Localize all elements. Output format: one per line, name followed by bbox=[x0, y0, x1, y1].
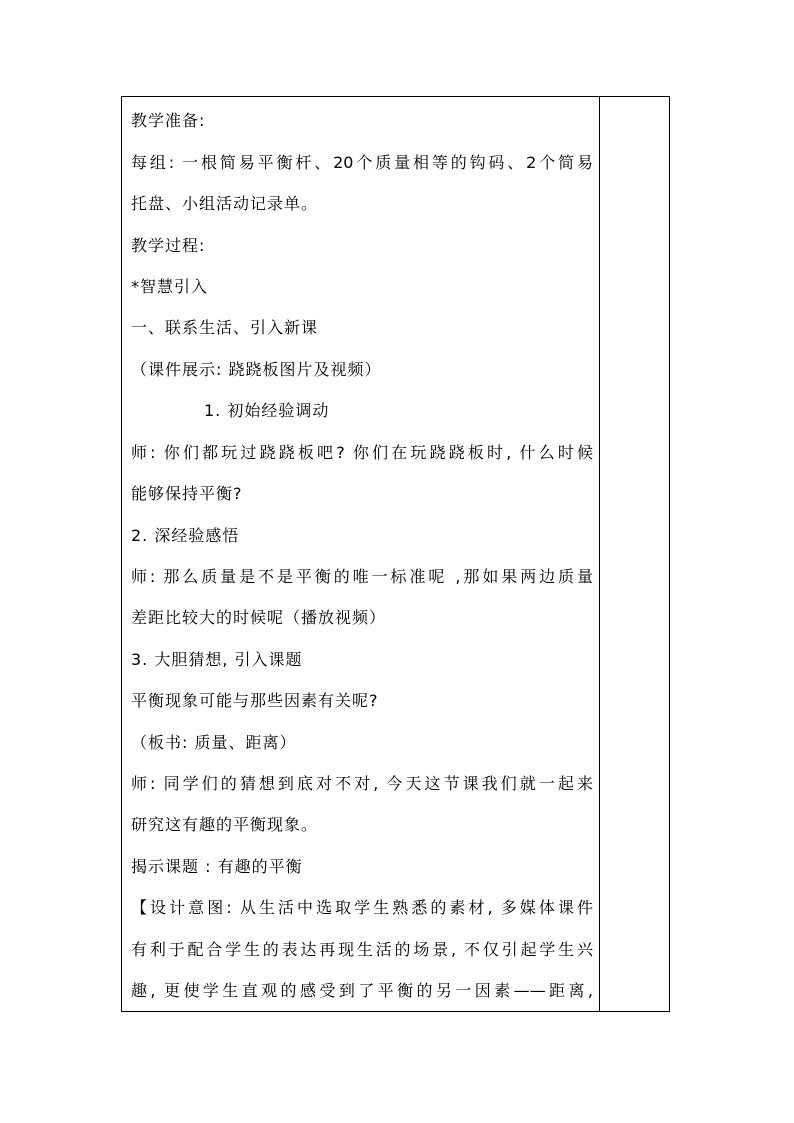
paragraph-line: 研究这有趣的平衡现象。 bbox=[131, 815, 319, 834]
paragraph-line: 托盘、小组活动记录单。 bbox=[131, 194, 319, 213]
paragraph-line: 差距比较大的时候呢（播放视频） bbox=[131, 608, 387, 627]
paragraph-line: 师: 同学们的猜想到底对不对, 今天这节课我们就一起来 bbox=[131, 774, 593, 793]
section-title: *智慧引入 bbox=[131, 277, 209, 296]
step-title: 1. 初始经验调动 bbox=[204, 401, 330, 420]
paragraph-line: （课件展示: 跷跷板图片及视频） bbox=[131, 360, 382, 379]
section-title: 一、联系生活、引入新课 bbox=[131, 318, 319, 337]
heading-process: 教学过程: bbox=[131, 236, 206, 255]
paragraph-line: 能够保持平衡? bbox=[131, 484, 243, 503]
paragraph-line: 【设计意图: 从生活中选取学生熟悉的素材, 多媒体课件 bbox=[131, 898, 593, 917]
paragraph-line: 每组: 一根简易平衡杆、20个质量相等的钩码、2个简易 bbox=[131, 153, 593, 172]
paragraph-line: 趣, 更使学生直观的感受到了平衡的另一因素——距离, bbox=[131, 981, 593, 1000]
content-cell bbox=[122, 97, 600, 1011]
paragraph-line: 揭示课题 : 有趣的平衡 bbox=[131, 857, 303, 876]
lesson-table bbox=[121, 96, 670, 1012]
step-title: 2. 深经验感悟 bbox=[131, 526, 240, 545]
paragraph-line: 平衡现象可能与那些因素有关呢? bbox=[131, 691, 379, 710]
paragraph-line: 有利于配合学生的表达再现生活的场景, 不仅引起学生兴 bbox=[131, 940, 593, 959]
paragraph-line: 师: 你们都玩过跷跷板吧? 你们在玩跷跷板时, 什么时候 bbox=[131, 443, 593, 462]
step-title: 3. 大胆猜想, 引入课题 bbox=[131, 650, 303, 669]
notes-cell bbox=[600, 97, 669, 1011]
paragraph-line: 师: 那么质量是不是平衡的唯一标准呢 ,那如果两边质量 bbox=[131, 567, 593, 586]
heading-preparation: 教学准备: bbox=[131, 111, 206, 130]
paragraph-line: （板书: 质量、距离） bbox=[131, 733, 297, 752]
